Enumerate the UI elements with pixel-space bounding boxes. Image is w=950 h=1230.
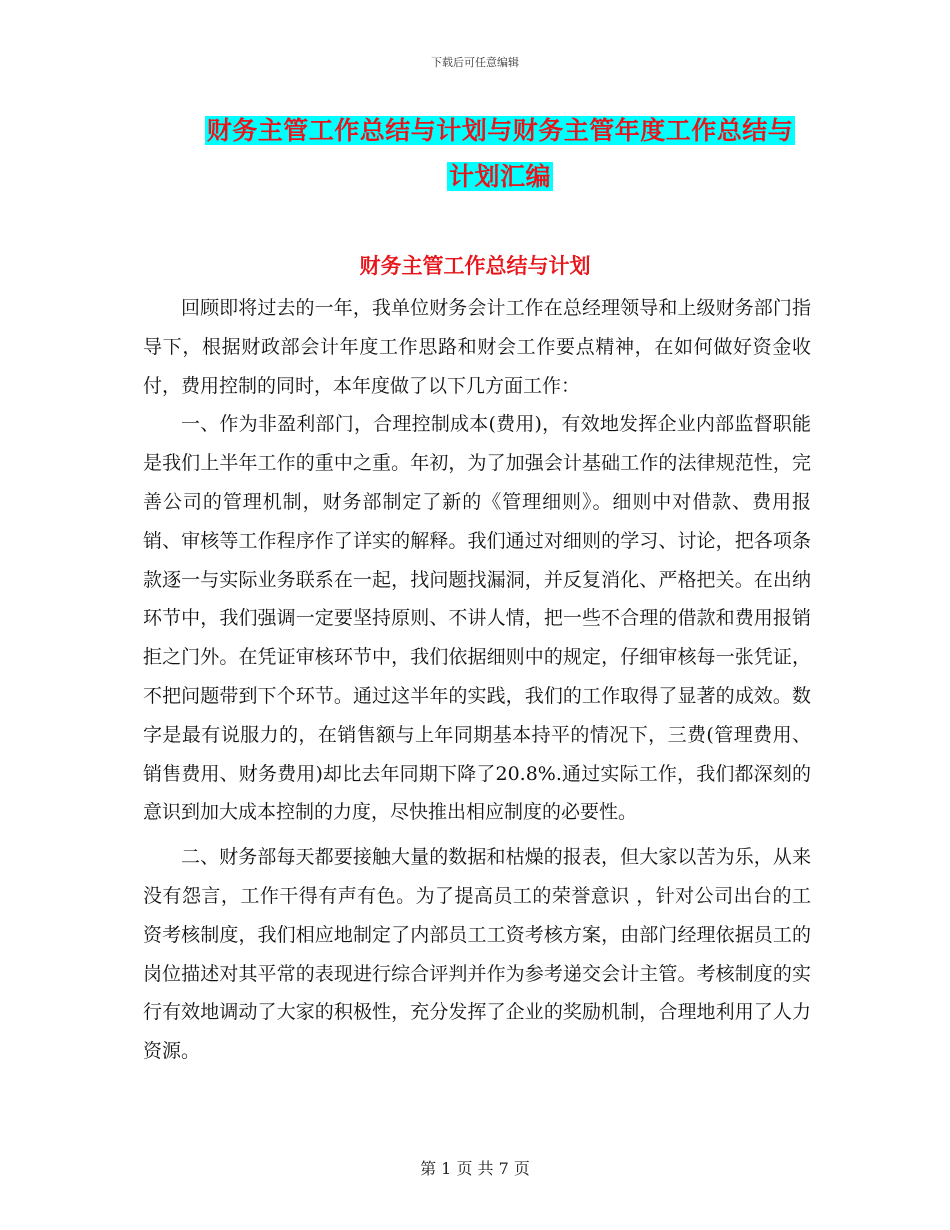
header-note: 下载后可任意编辑	[431, 56, 519, 69]
page-number-footer: 第 1 页 共 7 页	[420, 1159, 530, 1178]
paragraph-staff-assessment: 二、财务部每天都要接触大量的数据和枯燥的报表，但大家以苦为乐，从来没有怨言，工作干得有声有色。为了提高员工的荣誉意识 ，针对公司出台的工资考核制度，我们相应地制定了内部员工工资考核方案，由部门经理依据员工的岗位描述对其平常的表现进行综合评判并作为参考递交会计主管。考核制度的实行有效地调动了大家的积极性，充分发挥了企业的奖励机制，合理地利用了人力资源。	[143, 846, 811, 1063]
document-title	[150, 108, 850, 200]
document-title-line-2: 计划汇编	[448, 162, 551, 191]
paragraph-intro: 回顾即将过去的一年，我单位财务会计工作在总经理领导和上级财务部门指导下，根据财政部会计年度工作思路和财会工作要点精神，在如何做好资金收付，费用控制的同时，本年度做了以下几方面工作：	[143, 297, 811, 397]
document-title-line-1: 财务主管工作总结与计划与财务主管年度工作总结与	[206, 116, 794, 145]
document-body	[143, 289, 811, 1071]
paragraph-cost-control: 一、作为非盈利部门，合理控制成本(费用)，有效地发挥企业内部监督职能是我们上半年工作的重中之重。年初，为了加强会计基础工作的法律规范性，完善公司的管理机制，财务部制定了新的《管理细则》。细则中对借款、费用报销、审核等工作程序作了详实的解释。我们通过对细则的学习、讨论，把各项条款逐一与实际业务联系在一起，找问题找漏洞，并反复消化、严格把关。在出纳环节中，我们强调一定要坚持原则、不讲人情，把一些不合理的借款和费用报销拒之门外。在凭证审核环节中，我们依据细则中的规定，仔细审核每一张凭证，不把问题带到下个环节。通过这半年的实践，我们的工作取得了显著的成效。数字是最有说服力的，在销售额与上年同期基本持平的情况下，三费(管理费用、销售费用、财务费用)却比去年同期下降了20.8%.通过实际工作，我们都深刻的意识到加大成本控制的力度，尽快推出相应制度的必要性。	[143, 413, 811, 824]
section-heading: 财务主管工作总结与计划	[359, 254, 591, 278]
